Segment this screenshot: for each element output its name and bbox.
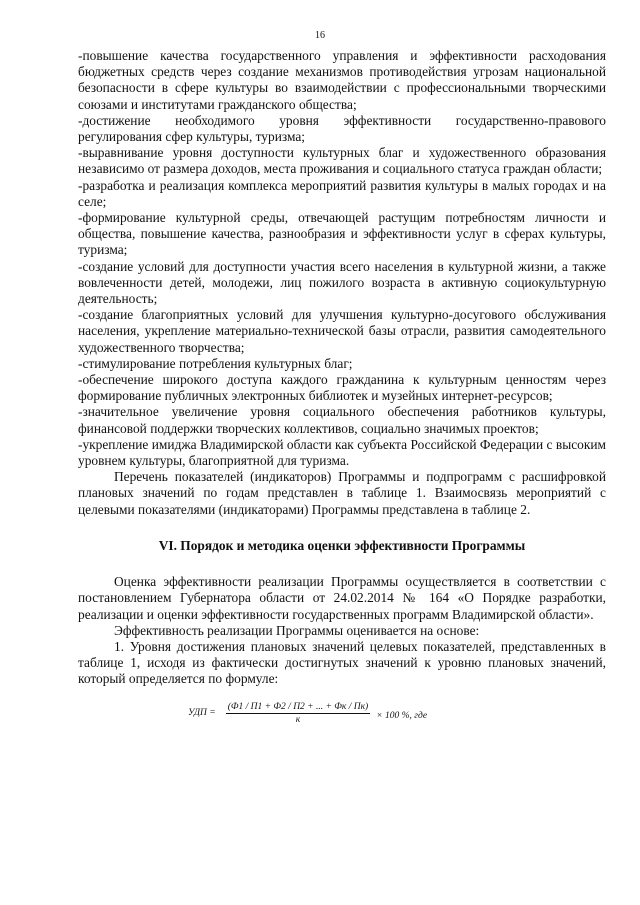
list-item: -создание благоприятных условий для улучшения культурно-досугового обслуживания населения, укрепление материально-технической базы отрасли, развития самодеятельного художественного творчества; bbox=[78, 307, 606, 355]
formula-rhs: × 100 %, где bbox=[376, 711, 428, 722]
list-item: -формирование культурной среды, отвечающей растущим потребностям личности и общества, повышение качества, разнообразия и эффективности услуг в сферах культуры, туризма; bbox=[78, 210, 606, 258]
page-number: 16 bbox=[315, 30, 325, 41]
evaluation-item-1: 1. Уровня достижения плановых значений целевых показателей, представленных в таблице 1, исходя из фактически достигнутых значений к уровню плановых значений, который определяется по формуле: bbox=[78, 638, 606, 687]
formula bbox=[188, 702, 528, 725]
evaluation-basis-paragraph: Эффективность реализации Программы оценивается на основе: bbox=[114, 622, 480, 638]
list-item: -повышение качества государственного управления и эффективности расходования бюджетных средств через создание механизмов противодействия угрозам национальной безопасности в сфере культуры во взаимодействии с профессиональными творческими союзами и институтами гражданского общества; bbox=[78, 48, 606, 112]
section-heading: VI. Порядок и методика оценки эффективности Программы bbox=[158, 537, 526, 553]
list-item: -стимулирование потребления культурных благ; bbox=[78, 355, 353, 371]
list-item: -выравнивание уровня доступности культурных благ и художественного образования независимо от размера доходов, места проживания и социального статуса граждан области; bbox=[78, 145, 606, 177]
evaluation-paragraph: Оценка эффективности реализации Программы осуществляется в соответствии с постановлением Губернатора области от 24.02.2014 № 164 «О Порядке разработки, реализации и оценки эффективности государственных программ Владимирской области». bbox=[78, 574, 606, 622]
list-item: -создание условий для доступности участия всего населения в культурной жизни, а также вовлеченности детей, молодежи, лиц пожилого возраста в активную социокультурную деятельность; bbox=[78, 258, 606, 307]
formula-numerator: (Ф1 / П1 + Ф2 / П2 + ... + Фк / Пк) bbox=[227, 701, 369, 712]
list-item: -достижение необходимого уровня эффективности государственно-правового регулирования сфер культуры, туризма; bbox=[78, 112, 606, 145]
indicators-paragraph: Перечень показателей (индикаторов) Программы и подпрограмм с расшифровкой плановых значений по годам представлен в таблице 1. Взаимосвязь мероприятий с целевыми показателями (индикаторами) Программы представлена в таблице 2. bbox=[78, 469, 606, 517]
document-body bbox=[78, 48, 606, 725]
list-item: -укрепление имиджа Владимирской области как субъекта Российской Федерации с высоким уровнем культуры, благоприятной для туризма. bbox=[78, 436, 606, 469]
formula-fraction bbox=[226, 702, 371, 725]
list-item: -значительное увеличение уровня социального обеспечения работников культуры, финансовой поддержки творческих коллективов, социально значимых проектов; bbox=[78, 404, 606, 436]
list-item: -разработка и реализация комплекса мероприятий развития культуры в малых городах и на селе; bbox=[78, 177, 606, 209]
list-item: -обеспечение широкого доступа каждого гражданина к культурным ценностям через формирование публичных электронных библиотек и музейных интернет-ресурсов; bbox=[78, 372, 606, 404]
formula-lhs: УДП = bbox=[188, 708, 216, 719]
formula-denominator: к bbox=[295, 714, 301, 725]
